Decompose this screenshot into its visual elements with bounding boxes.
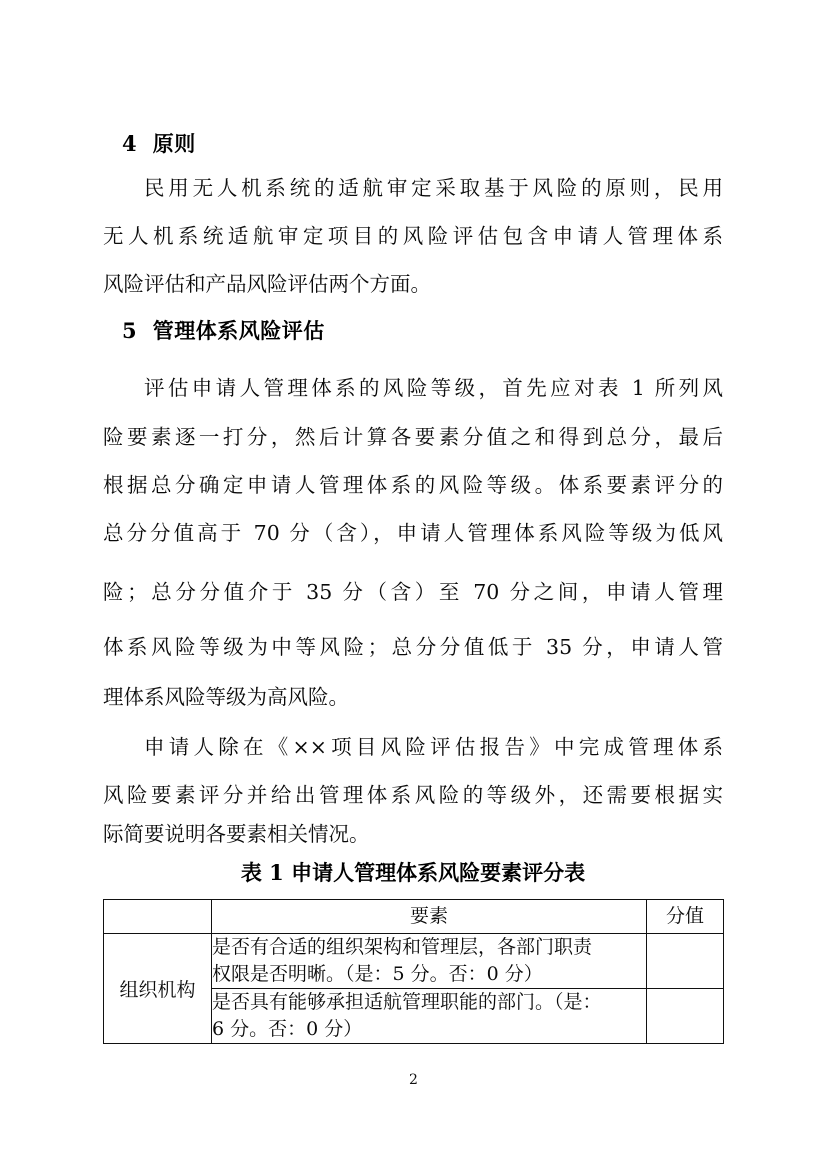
paragraph-line: 风险评估和产品风险评估两个方面。 [103, 272, 431, 296]
table-header-element: 要素 [212, 900, 647, 934]
table-cell-element-line: 6 分。否：0 分） [212, 1017, 363, 1040]
table-cell-category: 组织机构 [104, 934, 212, 1044]
table-cell-element-line: 权限是否明晰。（是：5 分。否：0 分） [212, 962, 543, 985]
risk-element-score-table [103, 899, 724, 1044]
paragraph-line: 根据总分确定申请人管理体系的风险等级。体系要素评分的 [103, 473, 723, 497]
table-cell-element-line: 是否有合适的组织架构和管理层，各部门职责 [212, 936, 593, 958]
paragraph-line: 险；总分分值介于 35 分（含）至 70 分之间，申请人管理 [103, 580, 723, 604]
table-cell-element [212, 934, 647, 989]
table-cell-score[interactable] [647, 934, 724, 989]
table-title: 表 1 申请人管理体系风险要素评分表 [240, 860, 586, 885]
paragraph-line: 险要素逐一打分，然后计算各要素分值之和得到总分，最后 [103, 425, 723, 449]
table-header-category [104, 900, 212, 934]
table-row [104, 934, 724, 989]
paragraph-line: 体系风险等级为中等风险；总分分值低于 35 分，申请人管 [103, 635, 723, 659]
table-cell-element [212, 988, 647, 1043]
paragraph-line: 际简要说明各要素相关情况。 [103, 822, 370, 846]
paragraph-line: 申请人除在《××项目风险评估报告》中完成管理体系 [144, 735, 723, 759]
table-header-row [104, 900, 724, 934]
paragraph-line: 无人机系统适航审定项目的风险评估包含申请人管理体系 [103, 224, 723, 248]
paragraph-line: 总分分值高于 70 分（含），申请人管理体系风险等级为低风 [103, 521, 723, 545]
paragraph-line: 评估申请人管理体系的风险等级，首先应对表 1 所列风 [144, 376, 723, 400]
table-cell-score[interactable] [647, 988, 724, 1043]
table-header-score: 分值 [647, 900, 724, 934]
table-cell-element-line: 是否具有能够承担适航管理职能的部门。（是： [212, 990, 602, 1013]
section-heading-4: 4 原则 [122, 131, 196, 156]
paragraph-line: 理体系风险等级为高风险。 [103, 685, 349, 709]
paragraph-line: 民用无人机系统的适航审定采取基于风险的原则，民用 [144, 176, 723, 200]
paragraph-line: 风险要素评分并给出管理体系风险的等级外，还需要根据实 [103, 783, 723, 807]
section-heading-5: 5 管理体系风险评估 [122, 318, 325, 343]
page-number: 2 [409, 1072, 418, 1088]
